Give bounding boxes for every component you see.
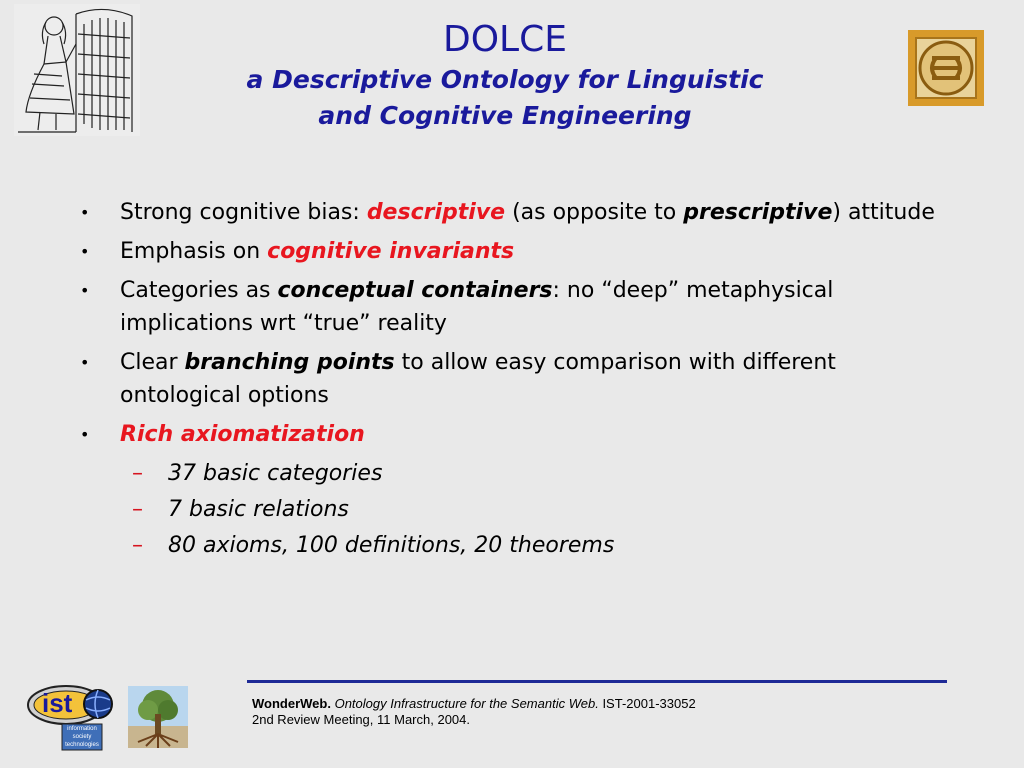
sub-bullet-item (80, 529, 950, 562)
bullet-text: descriptive (366, 200, 506, 225)
bullet-text: cognitive invariants (267, 239, 515, 264)
sub-bullet-marker: – (132, 461, 143, 486)
bullet-text: to allow easy comparison with different ontological options (120, 350, 836, 408)
sub-bullet-text: 37 basic categories (168, 461, 383, 486)
sub-bullet-text: 80 axioms, 100 definitions, 20 theorems (168, 533, 615, 558)
bullet-marker: • (80, 281, 90, 300)
bullet-marker: • (80, 203, 90, 222)
ist-caption-line: technologies (65, 742, 99, 748)
title-main: DOLCE (443, 19, 567, 60)
sub-bullet-text: 7 basic relations (168, 497, 349, 522)
bullet-item (80, 235, 950, 268)
title-line-2: a Descriptive Ontology for Linguistic (246, 65, 764, 94)
footer-brand: WonderWeb. (252, 696, 331, 711)
bullet-text: : no “deep” metaphysical implications wrt “true” reality (120, 278, 834, 336)
bullet-text: Rich axiomatization (120, 422, 365, 447)
footer-text (252, 696, 696, 728)
sub-bullet-item (80, 493, 950, 526)
ist-caption (62, 725, 102, 749)
sub-bullet-marker: – (132, 497, 143, 522)
footer-meeting: 2nd Review Meeting, 11 March, 2004. (252, 712, 470, 727)
bullet-text: Categories as (120, 278, 278, 303)
bullet-text: conceptual containers (277, 278, 553, 303)
bullet-text: prescriptive (683, 200, 833, 225)
slide-title (180, 18, 830, 134)
footer-divider (247, 680, 947, 683)
ist-caption-line: information (67, 726, 97, 732)
bullet-text: Clear (120, 350, 185, 375)
title-line-3: and Cognitive Engineering (318, 101, 692, 130)
tree-image (128, 686, 188, 748)
bullet-list (80, 196, 950, 565)
bullet-text: Strong cognitive bias (120, 200, 353, 225)
sub-bullet-item (80, 457, 950, 490)
bullet-item (80, 418, 950, 451)
loa-logo (906, 28, 986, 108)
bullet-item (80, 196, 950, 229)
bullet-item (80, 346, 950, 412)
bullet-text: Emphasis on (120, 239, 268, 264)
ist-logo (26, 684, 118, 752)
ist-logo-text: ist (42, 688, 73, 718)
bullet-text: (as opposite to (505, 200, 684, 225)
bullet-item (80, 274, 950, 340)
sub-bullet-marker: – (132, 533, 143, 558)
footer-code: IST-2001-33052 (602, 696, 696, 711)
bullet-text: : (352, 200, 367, 225)
bullet-marker: • (80, 242, 90, 261)
bullet-marker: • (80, 353, 90, 372)
bullet-text: branching points (184, 350, 395, 375)
ist-caption-line: society (72, 734, 92, 740)
footer-project: Ontology Infrastructure for the Semantic Web. (334, 696, 599, 711)
alice-illustration (14, 4, 140, 136)
bullet-marker: • (80, 425, 90, 444)
bullet-text: ) attitude (832, 200, 935, 225)
